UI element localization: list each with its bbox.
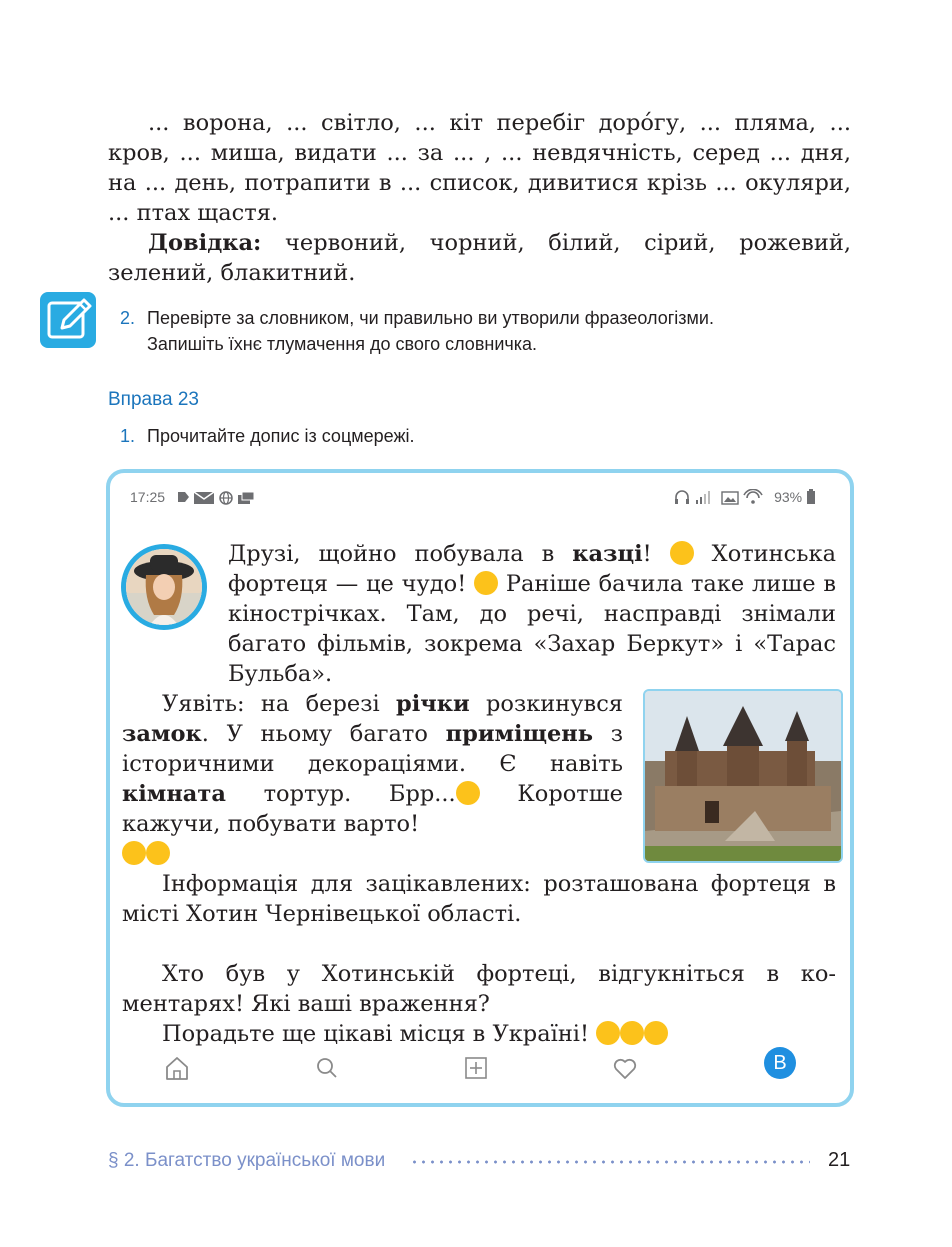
avatar[interactable] (121, 544, 207, 630)
notification-icons (176, 489, 262, 508)
post-text-bold: казці (572, 541, 643, 567)
search-icon[interactable] (312, 1053, 342, 1083)
post-text: Хто був у Хотинській фортеці, відгукніться в коментарях! Які ваші враження? (122, 961, 836, 1017)
status-right (674, 489, 816, 505)
task-2-line-1 (120, 305, 851, 331)
profile-photo (126, 549, 202, 625)
post-text-bold: приміщень (445, 721, 594, 747)
post-paragraph-3 (122, 869, 836, 929)
laughing-emoji-icon (122, 841, 146, 865)
status-time: 17:25 (130, 489, 166, 505)
add-post-icon[interactable] (461, 1053, 491, 1083)
exercise-title: Вправа 23 (108, 389, 199, 410)
post-paragraph-5 (122, 1019, 836, 1049)
surprised-emoji-icon (456, 781, 480, 805)
post-text: Коротше кажучи, побувати варто! (122, 781, 623, 837)
task-2-text: Перевірте за словником, чи правильно ви утворили фразеологізми. (147, 308, 714, 328)
laughing-emoji-row (122, 839, 623, 869)
task-1 (120, 426, 415, 447)
section-footer-title: § 2. Багатство української мови (108, 1150, 386, 1171)
battery-icon (806, 489, 816, 505)
heart-icon[interactable] (610, 1053, 640, 1083)
post-text: Хотинська фортеця — це чудо! (228, 541, 837, 597)
post-paragraph-2 (122, 689, 623, 869)
post-text: Порадьте ще цікаві місця в Україні! (162, 1021, 597, 1047)
post-text: Друзі, щойно побувала в (228, 541, 573, 567)
task-2 (120, 305, 851, 357)
castle-photo (643, 689, 843, 863)
status-bar (130, 489, 830, 509)
task-number: 1. (120, 426, 136, 446)
home-icon[interactable] (162, 1053, 192, 1083)
task-number: 2. (120, 308, 136, 328)
kissing-emoji-icon (644, 1021, 668, 1045)
kissing-emoji-icon (596, 1021, 620, 1045)
footer-dot-leader (410, 1160, 810, 1164)
post-text: тортур. Брр... (225, 781, 456, 807)
post-text: Уявіть: на березі (162, 691, 397, 717)
pencil-note-icon (40, 292, 96, 348)
post-paragraph-1 (228, 539, 836, 689)
hint-paragraph (108, 228, 851, 288)
post-text-bold: кімната (122, 781, 226, 807)
post-text-bold: річки (396, 691, 470, 717)
battery-level: 93% (774, 489, 803, 505)
task-2-line-2: Запишіть їхнє тлумачення до свого словничка. (147, 334, 538, 354)
post-text-bold: замок (122, 721, 202, 747)
exercise-text-block (108, 108, 851, 288)
page-number: 21 (828, 1149, 851, 1171)
heart-eyes-emoji-icon (474, 571, 498, 595)
phrase-list-paragraph: ... ворона, ... світло, ... кіт перебіг доро́гу, ... пляма, ... кров, ... миша, видати ... за ... , ... невдячність, серед ... дня, на ... день, потрапити в ... список, дивитися крізь ... окуляри, ... птах щастя. (108, 110, 851, 226)
hint-text: червоний, чорний, білий, сірий, рожевий, зелений, блакитний. (108, 230, 851, 286)
post-text: розкинувся (469, 691, 623, 717)
post-text: ! (642, 541, 670, 567)
post-text: . У ньому багато (201, 721, 446, 747)
laughing-emoji-icon (670, 541, 694, 565)
bottom-navigation (110, 1053, 850, 1093)
social-post-phone-frame (106, 469, 854, 1107)
task-1-text: Прочитайте допис із соцмережі. (147, 426, 415, 446)
hint-label: Довідка: (148, 230, 262, 256)
post-text: з історичними декораціями. Є навіть (122, 721, 623, 777)
post-text: Раніше бачила таке лише в кінострічках. Там, до речі, насправді знімали багато фільмів, зокрема «Захар Беркут» і «Тарас Бульба». (228, 571, 837, 687)
profile-button[interactable]: B (764, 1047, 796, 1079)
laughing-emoji-icon (146, 841, 170, 865)
post-paragraph-4 (122, 959, 836, 1019)
kissing-emoji-icon (620, 1021, 644, 1045)
post-text: Інформація для зацікавлених: розташована фортеця в місті Хотин Чернівецької області. (122, 871, 836, 927)
